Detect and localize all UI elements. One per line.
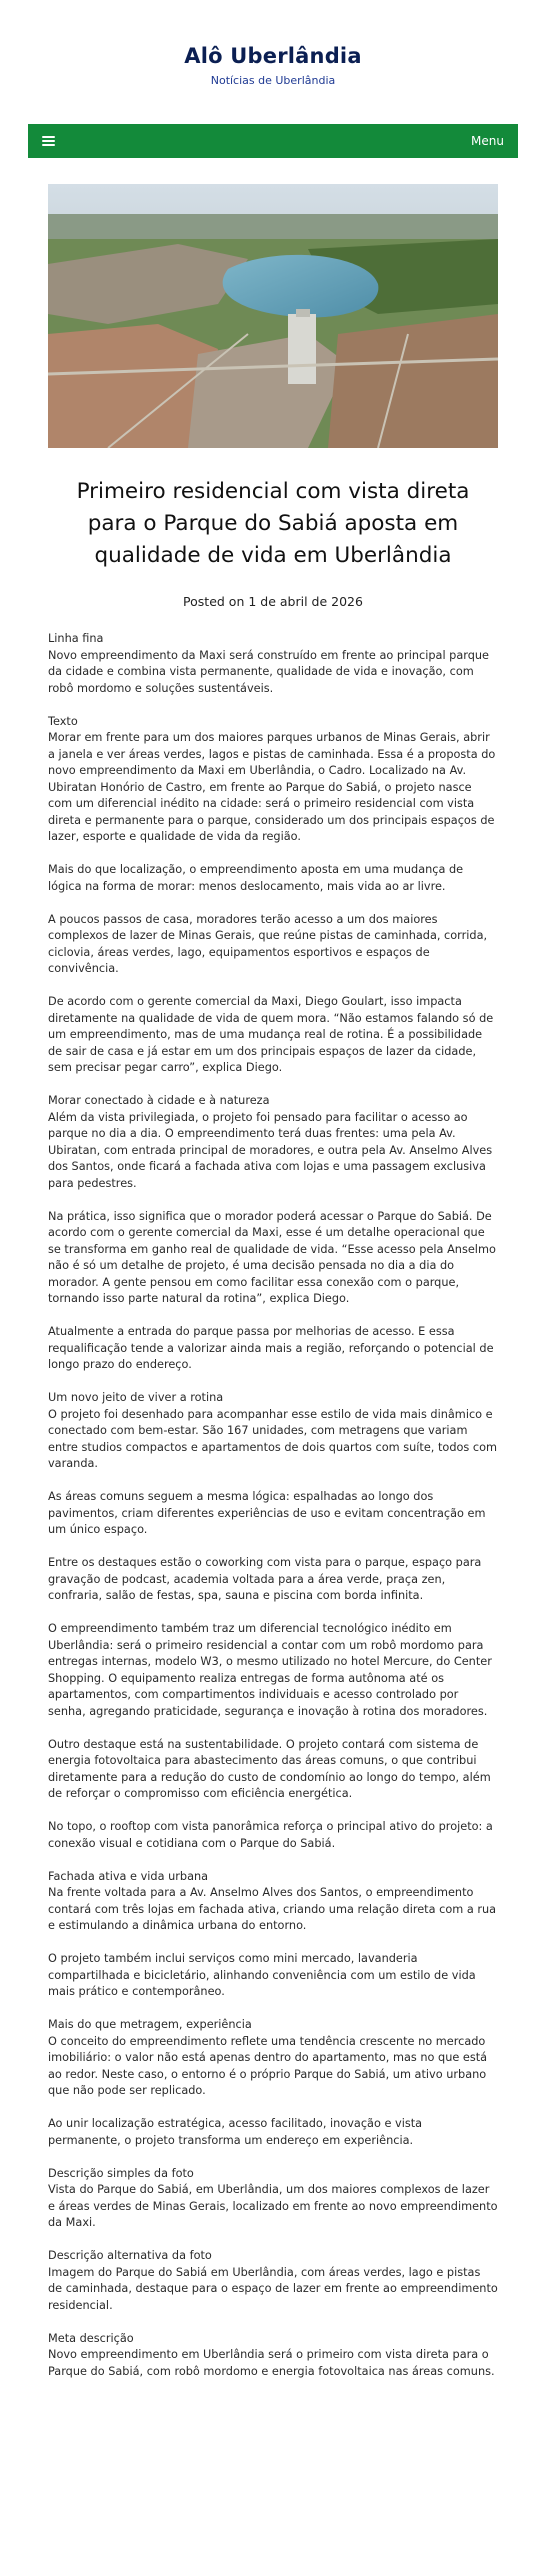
article-paragraph xyxy=(48,1489,498,1539)
paragraph-text: O projeto foi desenhado para acompanhar esse estilo de vida mais dinâmico e conectado com bem-estar. São 167 unidades, com metragens que variam entre studios compactos e apartamentos de dois quartos com suíte, todos com varanda. xyxy=(48,1407,498,1470)
article-paragraph xyxy=(48,2017,498,2100)
section-label: Descrição simples da foto xyxy=(48,2166,194,2180)
featured-image xyxy=(48,184,498,448)
section-label: Um novo jeito de viver a rotina xyxy=(48,1391,224,1404)
paragraph-text: Morar em frente para um dos maiores parques urbanos de Minas Gerais, abrir a janela e ver áreas verdes, lagos e pistas de caminhada. Essa é a proposta do novo empreendimento da Maxi em Uberlândia, o Cadro. Localizado na Av. Ubiratan Honório de Castro, em frente ao Parque do Sabiá, o projeto nasce com um diferencial inédito na cidade: será o primeiro residencial com vista direta e permanente para o parque, considerado um dos principais espaços de lazer, esporte e qualidade de vida da região. xyxy=(48,731,496,843)
section-label: Fachada ativa e vida urbana xyxy=(48,1869,209,1883)
paragraph-text: Atualmente a entrada do parque passa por melhorias de acesso. E essa requalificação tende a valorizar ainda mais a região, reforçando o potencial de longo prazo do endereço. xyxy=(48,1325,494,1371)
article-paragraph xyxy=(48,2166,498,2232)
article-paragraph xyxy=(48,1621,498,1720)
article-paragraph xyxy=(48,1390,498,1473)
section-label: Morar conectado à cidade e à natureza xyxy=(48,1094,270,1107)
article-paragraph xyxy=(48,1737,498,1803)
hamburger-menu-icon[interactable] xyxy=(42,136,55,146)
paragraph-text: Na prática, isso significa que o morador poderá acessar o Parque do Sabiá. De acordo com o gerente comercial da Maxi, esse é um detalhe operacional que se transforma em ganho real de qualidade de vida. “Esse acesso pela Anselmo não é só um detalhe de projeto, é uma decisão pensada no dia a dia do morador. A gente pensou em como facilitar essa conexão com o parque, tornando isso parte natural da rotina”, explica Diego. xyxy=(48,1209,496,1305)
article-paragraph xyxy=(48,2331,498,2381)
article-paragraph xyxy=(48,631,498,697)
main-navbar xyxy=(28,124,518,158)
article-paragraph xyxy=(48,1324,498,1374)
paragraph-text: Mais do que localização, o empreendimento aposta em uma mudança de lógica na forma de morar: menos deslocamento, mais vida ao ar livre. xyxy=(48,863,464,893)
section-label: Linha fina xyxy=(48,632,104,645)
section-label: Texto xyxy=(48,714,78,728)
section-label: Mais do que metragem, experiência xyxy=(48,2018,252,2031)
menu-button[interactable]: Menu xyxy=(471,134,504,148)
article-paragraph xyxy=(48,1819,498,1852)
article-paragraph xyxy=(48,1209,498,1308)
site-header xyxy=(0,0,546,124)
park-aerial-photo xyxy=(48,184,498,448)
site-title[interactable]: Alô Uberlândia xyxy=(184,44,362,68)
paragraph-text: O empreendimento também traz um diferencial tecnológico inédito em Uberlândia: será o primeiro residencial a contar com um robô mordomo para entregas internas, modelo W3, o mesmo utilizado no hotel Mercure, do Center Shopping. O equipamento realiza entregas de forma autônoma até os apartamentos, com compartimentos individuais e acesso controlado por senha, agregando praticidade, segurança e inovação à rotina dos moradores. xyxy=(48,1622,492,1718)
paragraph-text: Outro destaque está na sustentabilidade. O projeto contará com sistema de energia fotovoltaica para abastecimento das áreas comuns, o que contribui diretamente para a redução do custo de condomínio ao longo do tempo, além de reforçar o compromisso com eficiência energética. xyxy=(48,1737,491,1800)
article-paragraph xyxy=(48,2248,498,2314)
article-paragraph xyxy=(48,912,498,978)
article-paragraph xyxy=(48,994,498,1077)
section-label: Descrição alternativa da foto xyxy=(48,2249,212,2262)
article-paragraph xyxy=(48,1093,498,1192)
article-paragraph xyxy=(48,862,498,895)
article-paragraph xyxy=(48,1869,498,1935)
paragraph-text: Na frente voltada para a Av. Anselmo Alves dos Santos, o empreendimento contará com três lojas em fachada ativa, criando uma relação direta com a rua e estimulando a dinâmica urbana do entorno. xyxy=(48,1886,497,1932)
paragraph-text: Além da vista privilegiada, o projeto foi pensado para facilitar o acesso ao parque no dia a dia. O empreendimento terá duas frentes: uma pela Av. Ubiratan, com entrada principal de moradores, e outra pela Av. Anselmo Alves dos Santos, onde ficará a fachada ativa com lojas e uma passagem exclusiva para pedestres. xyxy=(48,1110,493,1190)
article-body xyxy=(48,631,498,2380)
article-headline: Primeiro residencial com vista direta para o Parque do Sabiá aposta em qualidade de vida em Uberlândia xyxy=(76,479,470,568)
paragraph-text: Entre os destaques estão o coworking com vista para o parque, espaço para gravação de podcast, academia voltada para a área verde, praça zen, confraria, salão de festas, spa, sauna e piscina com borda infinita. xyxy=(48,1556,482,1602)
paragraph-text: O conceito do empreendimento reflete uma tendência crescente no mercado imobiliário: o valor não está apenas dentro do apartamento, mas no que está ao redor. Neste caso, o entorno é o próprio Parque do Sabiá, um ativo urbano que não pode ser replicado. xyxy=(48,2034,488,2097)
article-paragraph xyxy=(48,1555,498,1605)
paragraph-text: A poucos passos de casa, moradores terão acesso a um dos maiores complexos de lazer de Minas Gerais, que reúne pistas de caminhada, corrida, ciclovia, áreas verdes, lago, equipamentos esportivos e espaços de convivência. xyxy=(48,912,488,975)
paragraph-text: Novo empreendimento da Maxi será construído em frente ao principal parque da cidade e combina vista permanente, qualidade de vida e inovação, com robô mordomo e soluções sustentáveis. xyxy=(48,648,489,695)
paragraph-text: O projeto também inclui serviços como mini mercado, lavanderia compartilhada e bicicletário, alinhando conveniência com um estilo de vida mais prático e contemporâneo. xyxy=(48,1952,476,1998)
paragraph-text: De acordo com o gerente comercial da Maxi, Diego Goulart, isso impacta diretamente na qualidade de vida de quem mora. “Não estamos falando só de um empreendimento, mas de uma mudança real de rotina. É a possibilidade de sair de casa e já estar em um dos principais espaços de lazer da cidade, sem precisar pegar carro”, explica Diego. xyxy=(48,995,494,1074)
article-paragraph xyxy=(48,1951,498,2001)
article-paragraph xyxy=(48,2116,498,2149)
post-date[interactable]: Posted on 1 de abril de 2026 xyxy=(183,594,363,609)
section-label: Meta descrição xyxy=(48,2331,134,2345)
paragraph-text: Imagem do Parque do Sabiá em Uberlândia, com áreas verdes, lago e pistas de caminhada, destaque para o espaço de lazer em frente ao empreendimento residencial. xyxy=(48,2265,498,2312)
paragraph-text: Vista do Parque do Sabiá, em Uberlândia, um dos maiores complexos de lazer e áreas verdes de Minas Gerais, localizado em frente ao novo empreendimento da Maxi. xyxy=(48,2183,498,2229)
paragraph-text: As áreas comuns seguem a mesma lógica: espalhadas ao longo dos pavimentos, criam diferentes experiências de uso e evitam concentração em um único espaço. xyxy=(48,1490,486,1536)
paragraph-text: Ao unir localização estratégica, acesso facilitado, inovação e vista permanente, o projeto transforma um endereço em experiência. xyxy=(48,2117,423,2147)
paragraph-text: No topo, o rooftop com vista panorâmica reforça o principal ativo do projeto: a conexão visual e cotidiana com o Parque do Sabiá. xyxy=(48,1820,493,1850)
article-paragraph xyxy=(48,714,498,846)
site-tagline: Notícias de Uberlândia xyxy=(210,74,336,87)
paragraph-text: Novo empreendimento em Uberlândia será o primeiro com vista direta para o Parque do Sabiá, com robô mordomo e energia fotovoltaica nas áreas comuns. xyxy=(48,2348,495,2378)
